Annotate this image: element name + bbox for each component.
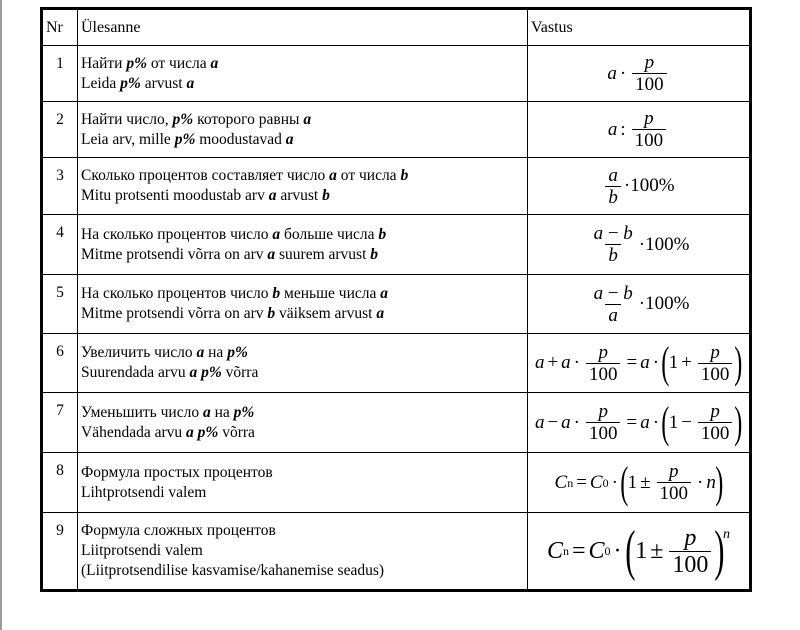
answer-formula: a − a · $\frac{p}{100}$ = a · ( 1 − $\frac{p}{100}$ ) — [528, 393, 751, 453]
task-cell — [78, 393, 528, 453]
row-nr: 4 — [42, 215, 78, 275]
table-row — [42, 158, 751, 215]
task-et: Mitu protsenti moodustab arv a arvust b — [81, 187, 330, 204]
task-ru: Найти число, p% которого равны a — [81, 110, 312, 128]
task-et: Suurendada arvu a p% võrra — [81, 364, 259, 381]
table-row — [42, 334, 751, 393]
task-et: Mitme protsendi võrra on arv a suurem arvust b — [81, 245, 379, 263]
header-task: Ülesanne — [78, 9, 528, 46]
task-ru: Увеличить число a на p% — [81, 344, 248, 361]
answer-formula: C n = C 0 · ( 1 ± $\frac{p}{100}$ ) n — [528, 513, 751, 591]
task-et: Leia arv, mille p% moodustavad a — [81, 130, 294, 148]
answer-formula: a + a · $\frac{p}{100}$ = a · ( 1 + $\frac{p}{100}$ ) — [528, 334, 751, 393]
row-nr: 5 — [42, 275, 78, 334]
answer-formula: $\frac{a}{b}$ ·100% — [528, 158, 751, 215]
task-cell — [78, 158, 528, 215]
task-ru: Уменьшить число a на p% — [81, 403, 255, 421]
task-ru: На сколько процентов число b меньше числа a — [81, 285, 388, 302]
header-answer: Vastus — [528, 9, 751, 46]
task-cell — [78, 215, 528, 275]
table-row — [42, 393, 751, 453]
task-et: Leida p% arvust a — [81, 74, 195, 92]
row-nr: 3 — [42, 158, 78, 215]
table-row — [42, 453, 751, 513]
percent-formulas-table — [40, 7, 752, 592]
task-cell — [78, 46, 528, 102]
task-et: Mitme protsendi võrra on arv b väiksem arvust a — [81, 305, 385, 322]
table-row — [42, 513, 751, 591]
task-cell — [78, 275, 528, 334]
row-nr: 2 — [42, 102, 78, 158]
row-nr: 7 — [42, 393, 78, 453]
task-cell — [78, 334, 528, 393]
answer-formula: $\frac{a - b}{a}$ ·100% — [528, 275, 751, 334]
answer-formula: $\frac{a - b}{b}$ ·100% — [528, 215, 751, 275]
row-nr: 6 — [42, 334, 78, 393]
table-row — [42, 215, 751, 275]
table-header-row — [42, 9, 751, 46]
task-ru: На сколько процентов число a больше числа b — [81, 225, 387, 243]
task-cell — [78, 513, 528, 591]
table-row — [42, 275, 751, 334]
answer-formula: a · $\frac{p}{100}$ — [528, 46, 751, 102]
task-et: Vähendada arvu a p% võrra — [81, 423, 255, 441]
task-et: Lihtprotsendi valem — [81, 483, 207, 501]
task-ru: Найти p% от числа a — [81, 54, 219, 72]
task-cell — [78, 102, 528, 158]
table-row — [42, 102, 751, 158]
task-ru: Формула простых процентов — [81, 463, 273, 481]
row-nr: 9 — [42, 513, 78, 591]
task-note: (Liitprotsendilise kasvamise/kahanemise seadus) — [81, 562, 385, 579]
table-row — [42, 46, 751, 102]
row-nr: 1 — [42, 46, 78, 102]
task-et: Liitprotsendi valem — [81, 542, 203, 559]
answer-formula: C n = C 0 · ( 1 ± $\frac{p}{100}$ · n ) — [528, 453, 751, 513]
header-nr: Nr — [42, 9, 78, 46]
task-ru: Формула сложных процентов — [81, 522, 276, 539]
left-border — [0, 0, 2, 630]
row-nr: 8 — [42, 453, 78, 513]
task-ru: Сколько процентов составляет число a от числа b — [81, 167, 409, 184]
task-cell — [78, 453, 528, 513]
answer-formula: a : $\frac{p}{100}$ — [528, 102, 751, 158]
